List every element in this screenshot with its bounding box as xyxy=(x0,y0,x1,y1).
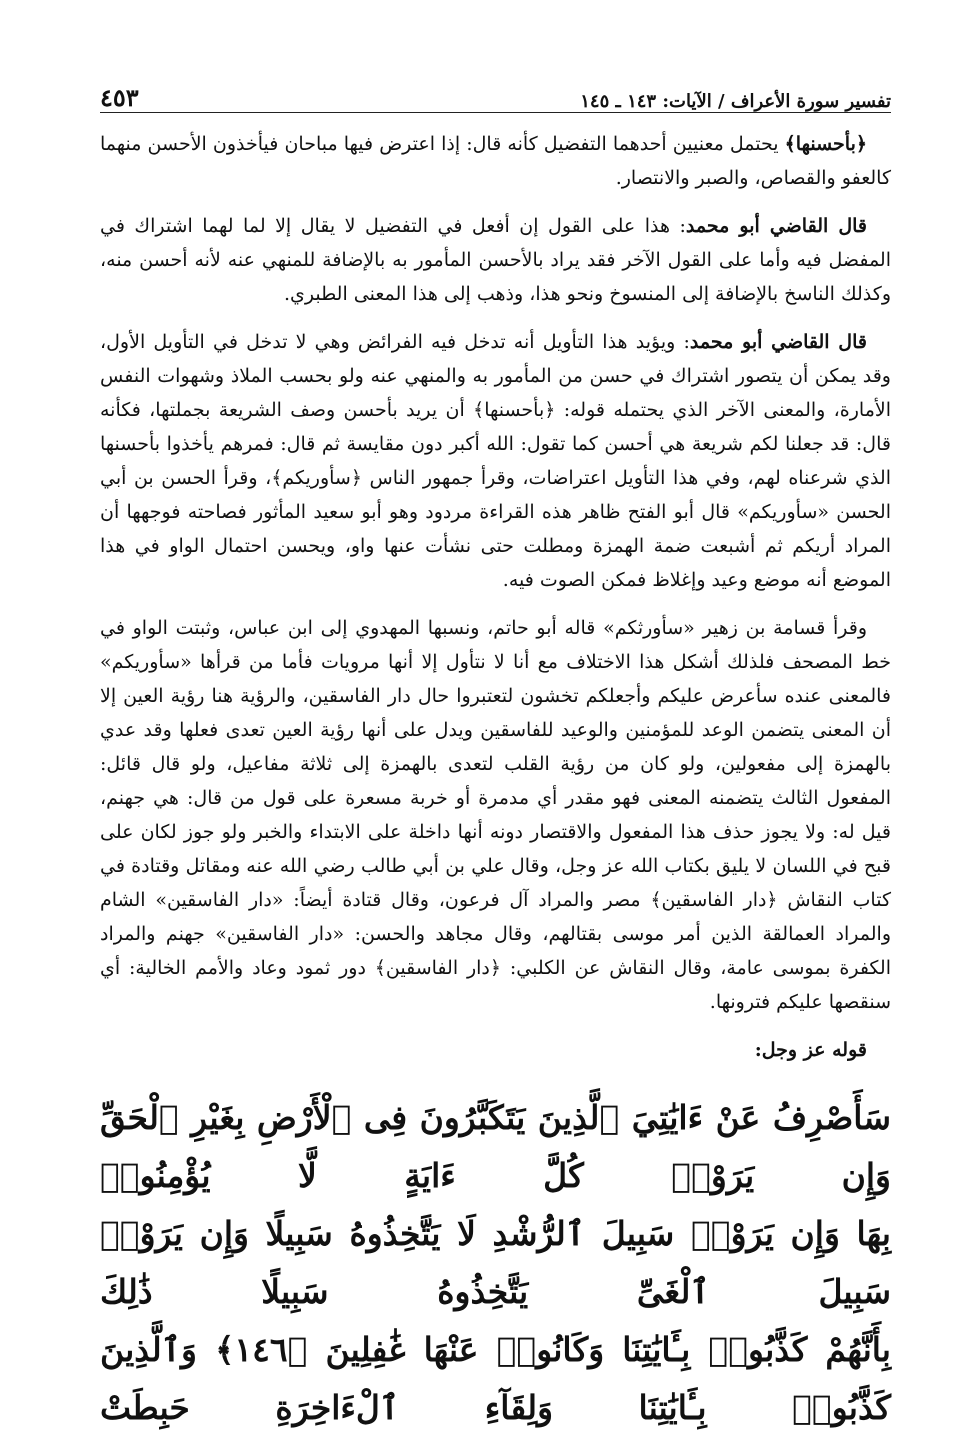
paragraph-text: : هذا على القول إن أفعل في التفضيل لا يقال إلا لما لهما اشتراك في المفضل فيه وأما على القول الآخر فقد يراد بالأحسن المأمور به بالإضافة للمنهي عنه لأنه أحسن منه، وكذلك الناسخ بالإضافة إلى المنسوخ ونحو هذا، وذهب إلى هذا المعنى الطبري. xyxy=(100,215,891,305)
paragraph-3 xyxy=(100,325,891,597)
paragraph-1 xyxy=(100,127,891,195)
verse-intro: قوله عز وجل: xyxy=(754,1039,867,1061)
quran-verse-block xyxy=(100,1089,891,1437)
paragraph-lead: ﴿بأحسنها﴾ xyxy=(784,133,867,155)
running-head: تفسير سورة الأعراف / الآيات: ١٤٣ ـ ١٤٥ xyxy=(580,91,891,112)
paragraph-lead: قال القاضي أبو محمد xyxy=(685,215,867,237)
paragraph-text: : ويؤيد هذا التأويل أنه تدخل فيه الفرائض وهي لا تدخل في التأويل الأول، وقد يمكن أن يتصور اشتراك في حسن من المأمور به والمنهي عنه ولو بحسب الملاذ وشهوات النفس الأمارة، والمعنى الآخر الذي يحتمله قوله: ﴿بأحسنها﴾ أن يريد بأحسن وصف الشريعة بجملتها، فكأنه قال: قد جعلنا لكم شريعة هي أحسن كما تقول: الله أكبر دون مقايسة ثم قال: فمرهم يأخذوا بأحسنها الذي شرعناه لهم، وفي هذا التأويل اعتراضات، وقرأ جمهور الناس ﴿سأوريكم﴾، وقرأ الحسن بن أبي الحسن «سأوريكم» قال أبو الفتح ظاهر هذه القراءة مردود وهو أبو سعيد المأثور فصاحته فوجهها أن المراد أريكم ثم أشبعت ضمة الهمزة ومطلت حتى نشأت عنها واو، ويحسن احتمال الواو في هذا الموضع أنه موضع وعيد وإغلاظ فمكن الصوت فيه. xyxy=(100,331,891,591)
paragraph-lead: قال القاضي أبو محمد xyxy=(689,331,867,353)
verse-line: بِهَا وَإِن يَرَوْا۟ سَبِيلَ ٱلرُّشْدِ لَا يَتَّخِذُوهُ سَبِيلًا وَإِن يَرَوْا۟ سَبِيلَ ٱلْغَىِّ يَتَّخِذُوهُ سَبِيلًا ذَٰلِكَ xyxy=(100,1214,891,1311)
verse-line: بِأَنَّهُمْ كَذَّبُوا۟ بِـَٔايَٰتِنَا وَكَانُوا۟ عَنْهَا غَٰفِلِينَ ﴿١٤٦﴾ وَٱلَّذِينَ كَذَّبُوا۟ بِـَٔايَٰتِنَا وَلِقَآءِ ٱلْءَاخِرَةِ حَبِطَتْ xyxy=(100,1330,891,1427)
paragraph-text: وقرأ قسامة بن زهير «سأورثكم» قاله أبو حاتم، ونسبها المهدوي إلى ابن عباس، وثبتت الواو في خط المصحف فلذلك أشكل هذا الاختلاف مع أنا لا نتأول إلا أنها مرويات فأما من قرأها «سأوريكم» فالمعنى عنده سأعرض عليكم وأجعلكم تخشون لتعتبروا حال دار الفاسقين، والرؤية هنا رؤية العين إلا أن المعنى يتضمن الوعد للمؤمنين والوعيد للفاسقين ويدل على أنها رؤية العين تعدى فعلها وقد عدي بالهمزة إلى مفعولين، ولو كان من رؤية القلب لتعدى بالهمزة إلى ثلاثة مفاعيل، ولو قال قائل: المفعول الثالث يتضمنه المعنى فهو مقدر أي مدمرة أو خربة مسعرة على قول من قال: هي جهنم، قيل له: ولا يجوز حذف هذا المفعول والاقتصار دونه أنها داخلة على الابتداء والخبر ولو جوز لكان على قبح في اللسان لا يليق بكتاب الله عز وجل، وقال علي بن أبي طالب رضي الله عنه ومقاتل وقتادة في كتاب النقاش ﴿دار الفاسقين﴾ مصر والمراد آل فرعون، وقال قتادة أيضاً: «دار الفاسقين» الشام والمراد العمالقة الذين أمر موسى بقتالهم، وقال مجاهد والحسن: «دار الفاسقين» جهنم والمراد الكفرة بموسى عامة، وقال النقاش عن الكلبي: ﴿دار الفاسقين﴾ دور ثمود وعاد والأمم الخالية: أي سنقصها عليكم فترونها. xyxy=(100,617,891,1013)
paragraph-2 xyxy=(100,209,891,311)
verse-line: سَأَصْرِفُ عَنْ ءَايَٰتِيَ ٱلَّذِينَ يَتَكَبَّرُونَ فِى ٱلْأَرْضِ بِغَيْرِ ٱلْحَقِّ وَإِن يَرَوْا۟ كُلَّ ءَايَةٍ لَّا يُؤْمِنُوا۟ xyxy=(100,1098,891,1195)
paragraph-text: يحتمل معنيين أحدهما التفضيل كأنه قال: إذا اعترض فيها مباحان فيأخذون الأحسن منهما كالعفو والقصاص، والصبر والانتصار. xyxy=(100,133,891,189)
page-header xyxy=(100,70,891,113)
paragraph-4 xyxy=(100,611,891,1019)
page-number: ٤٥٣ xyxy=(100,83,139,112)
